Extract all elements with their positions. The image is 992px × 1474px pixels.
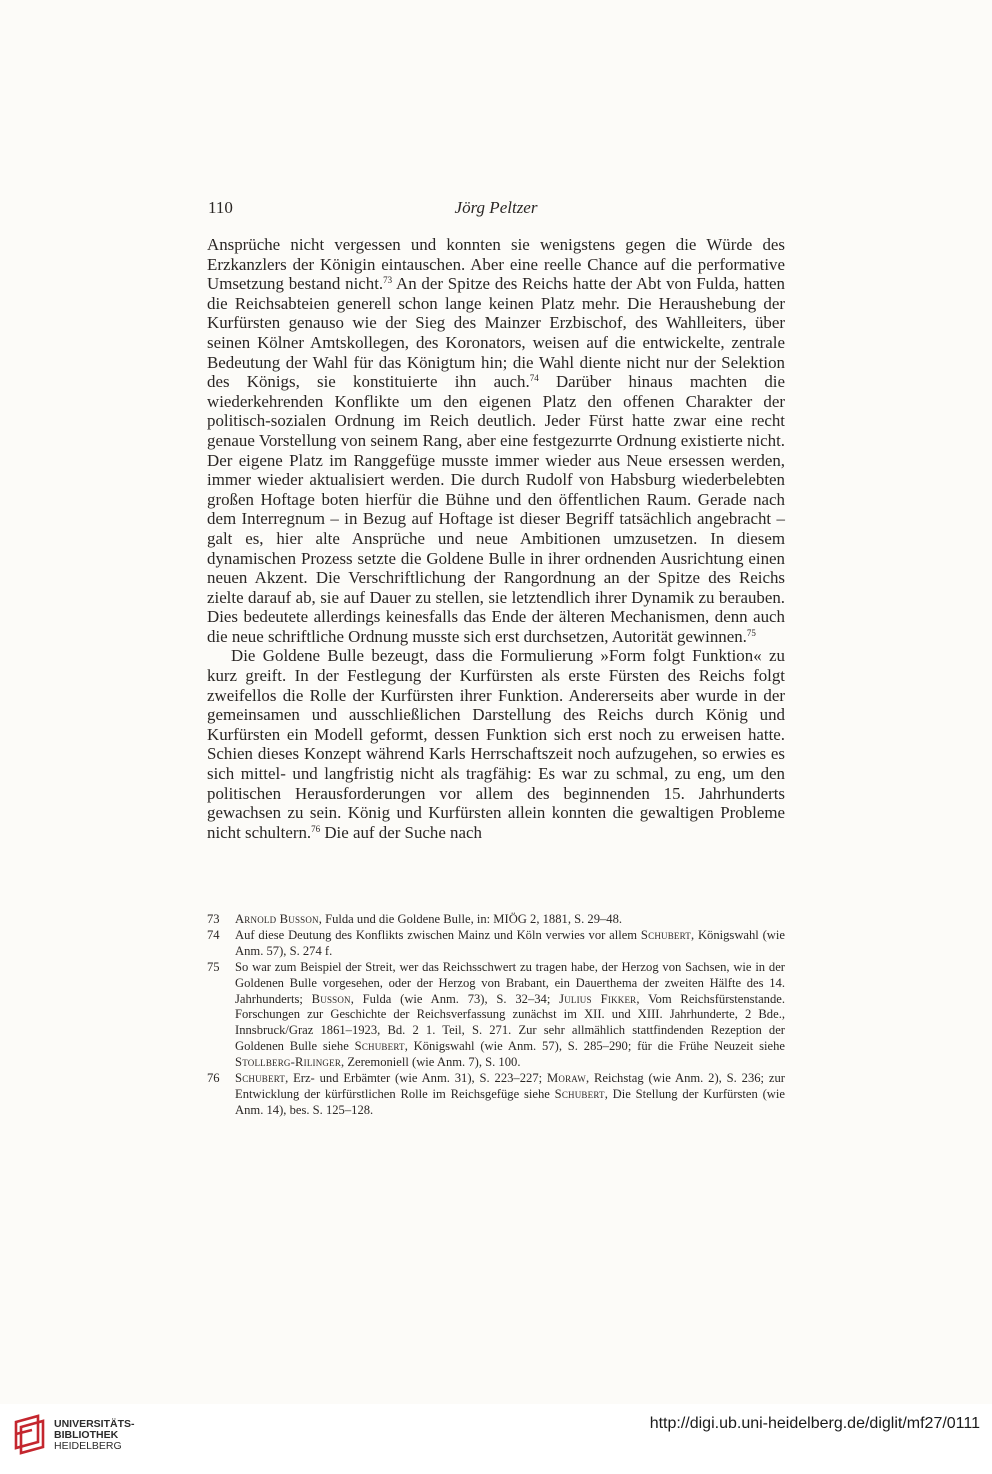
page-number: 110 <box>208 198 233 217</box>
footnote-73 <box>207 912 785 928</box>
footnote-74 <box>207 928 785 960</box>
paragraph-2: Die Goldene Bulle bezeugt, dass die Formulierung »Form folgt Funktion« zu kurz greift. In der Festlegung der Kurfürsten als erste Fürsten des Reichs folgt zweifellos die Rolle der Kurfürsten ihrer Funktion. Andererseits aber wurde in der gemeinsamen und ausschließlichen Darstellung des Reichs durch König und Kurfürsten ein Modell geformt, dessen Funktion sich erst noch zu erweisen hatte. Schien dieses Konzept während Karls Herrschaftszeit noch aufzugehen, so erwies es sich mittel- und langfristig nicht als tragfähig: Es war zu schmal, zu eng, um den politischen Herausforderungen vor allem des beginnenden 15. Jahrhunderts gewachsen zu sein. König und Kurfürsten allein konnten die gewaltigen Probleme nicht schultern.$^{76}$ Die auf der Suche nach <box>207 646 785 842</box>
paragraph-1: Ansprüche nicht vergessen und konnten sie wenigstens gegen die Würde des Erzkanzlers der Königin eintauschen. Aber eine reelle Chance auf die performative Umsetzung bestand nicht.$^{73}$ An der Spitze des Reichs hatte der Abt von Fulda, hatten die Reichsabteien generell schon lange keinen Platz mehr. Die Heraushebung der Kurfürsten genauso wie der Sieg des Mainzer Erzbischof, des Wahlleiters, über seinen Kölner Amtskollegen, des Koronators, weisen auf die entwickelte, zentrale Bedeutung der Wahl für das Königtum hin; die Wahl diente nicht nur der Selektion des Königs, sie konstituierte ihn auch.$^{74}$ Darüber hinaus machten die wiederkehrenden Konflikte um den eigenen Platz den offenen Charakter der politisch-sozialen Ordnung im Reich deutlich. Jeder Fürst hatte zwar eine recht genaue Vorstellung von seinem Rang, aber eine festgezurrte Ordnung existierte nicht. Der eigene Platz im Ranggefüge musste immer wieder aus Neue ersessen werden, immer wieder aktualisiert werden. Die durch Rudolf von Habsburg wiederbelebten großen Hoftage boten hierfür die Bühne und den öffentlichen Raum. Gerade nach dem Interregnum – in Bezug auf Hoftage ist dieser Begriff tatsächlich angebracht – galt es, hier alte Ansprüche und neue Ambitionen umzusetzen. In diesem dynamischen Prozess setzte die Goldene Bulle in ihrer ordnenden Ausrichtung einen neuen Akzent. Die Verschriftlichung der Rangordnung an der Spitze des Reichs zielte darauf ab, sie auf Dauer zu stellen, sie letztendlich ihrer Dynamik zu berauben. Dies bedeutete allerdings keinesfalls das Ende der älteren Mechanismen, denn auch die neue schriftliche Ordnung musste sich erst durchsetzen, Autorität gewinnen.$^{75}$ <box>207 235 786 646</box>
logo-line-2: BIBLIOTHEK <box>54 1428 119 1441</box>
footnote-number: 75 <box>207 959 220 974</box>
footnote-75 <box>207 960 785 1071</box>
footnote-text: Schubert, Erz- und Erbämter (wie Anm. 31), S. 223–227; Moraw, Reichstag (wie Anm. 2), S. 236; zur Entwicklung der kürfürstlichen Rolle im Reichsgefüge siehe Schubert, Die Stellung der Kurfürsten (wie Anm. 14), bes. S. 125–128. <box>235 1071 785 1117</box>
logo-line-3: HEIDELBERG <box>54 1439 122 1452</box>
logo-line-1: UNIVERSITÄTS- <box>54 1417 135 1430</box>
running-head: Jörg Peltzer <box>454 198 538 217</box>
footnote-text: So war zum Beispiel der Streit, wer das Reichsschwert zu tragen habe, der Herzog von Sachsen, wie in der Goldenen Bulle vorgesehen, oder der Herzog von Brabant, ein Dauerthema der zweiten Hälfte des 14. Jahrhunderts; Busson, Fulda (wie Anm. 73), S. 32–34; Julius Fikker, Vom Reichsfürstenstande. Forschungen zur Geschichte der Reichsverfassung zunächst im XII. und XIII. Jahrhunderte, 2 Bde., Innsbruck/Graz 1861–1923, Bd. 2 1. Teil, S. 271. Zur sehr allmählich stattfindenden Rezeption der Goldenen Bulle siehe Schubert, Königswahl (wie Anm. 57), S. 285–290; für die Frühe Neuzeit siehe Stollberg-Rilinger, Zeremoniell (wie Anm. 7), S. 100. <box>235 959 785 1070</box>
footnote-text: Auf diese Deutung des Konflikts zwischen Mainz und Köln verwies vor allem Schubert, Königswahl (wie Anm. 57), S. 274 f. <box>235 927 785 958</box>
main-text <box>207 235 785 842</box>
footnote-number: 74 <box>207 927 220 942</box>
footnote-number: 73 <box>207 912 220 926</box>
viewer-footer <box>0 1404 992 1474</box>
footnote-ref-74[interactable]: 74 <box>529 373 539 384</box>
library-logo[interactable] <box>12 1412 135 1458</box>
footnote-76 <box>207 1071 785 1119</box>
library-logo-icon <box>12 1412 48 1458</box>
page-header <box>207 198 785 218</box>
footnote-text: Arnold Busson, Fulda und die Goldene Bulle, in: MIÖG 2, 1881, S. 29–48. <box>235 912 623 926</box>
digital-copy-url[interactable]: http://digi.ub.uni-heidelberg.de/diglit/mf27/0111 <box>649 1415 980 1432</box>
footnotes <box>207 912 785 1119</box>
footnote-ref-76[interactable]: 76 <box>311 823 321 834</box>
footnote-number: 76 <box>207 1071 220 1086</box>
footnote-ref-73[interactable]: 73 <box>383 275 393 286</box>
footnote-ref-75[interactable]: 75 <box>746 627 756 638</box>
